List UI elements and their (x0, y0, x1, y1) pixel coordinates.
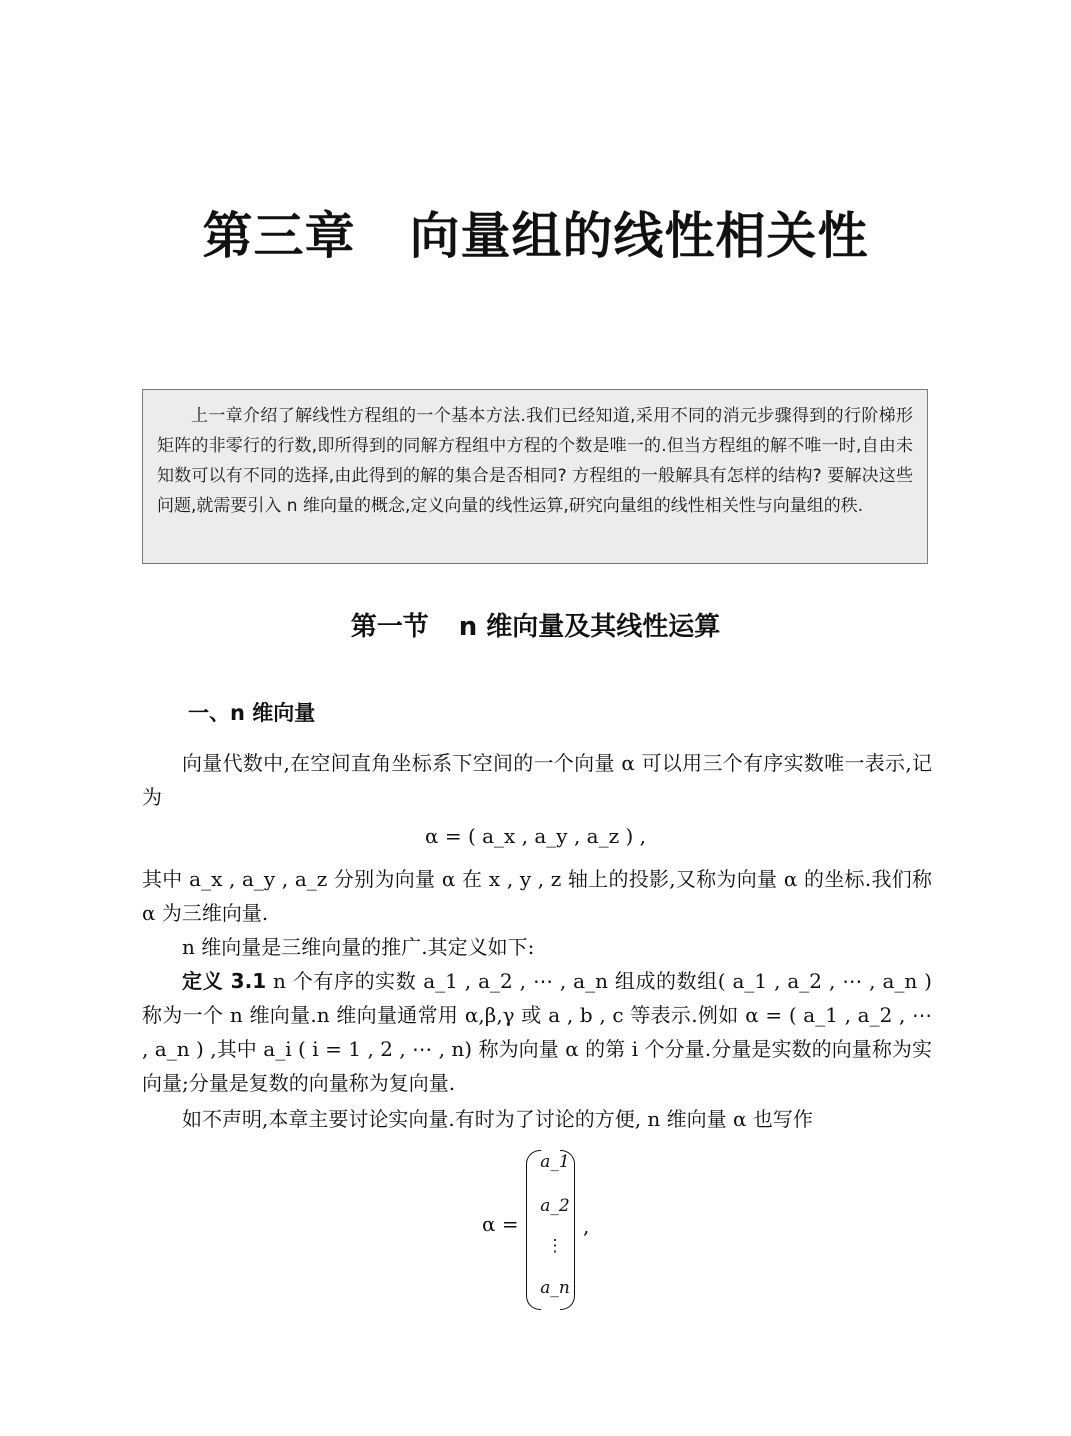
column-vector-lhs: α = (482, 1212, 519, 1236)
vector-entry: a_2 (540, 1196, 570, 1216)
definition-text: n 个有序的实数 a_1 , a_2 , ⋯ , a_n 组成的数组( a_1 , a_2 , ⋯ , a_n ) 称为一个 n 维向量.n 维向量通常用 α,β,γ 或 a , b , c 等表示.例如 α = ( a_1 , a_2 , ⋯ , a_n ) ,其中 a_i ( i = 1 , 2 , ⋯ , n) 称为向量 α 的第 i 个分量.分量是实数的向量称为实向量;分量是复数的向量称为复向量. (142, 969, 932, 1095)
subsection-title: 一、n 维向量 (188, 701, 316, 725)
chapter-title (0, 196, 1071, 268)
vector-entry: a_n (540, 1278, 570, 1298)
chapter-name: 向量组的线性相关性 (409, 207, 869, 265)
section-title (0, 606, 1071, 643)
intro-text: 上一章介绍了解线性方程组的一个基本方法.我们已经知道,采用不同的消元步骤得到的行阶梯形矩阵的非零行的行数,即所得到的同解方程组中方程的个数是唯一的.但当方程组的解不唯一时,自由未知数可以有不同的选择,由此得到的解的集合是否相同? 方程组的一般解具有怎样的结构? 要解决这些问题,就需要引入 n 维向量的概念,定义向量的线性运算,研究向量组的线性相关性与向量组的秩. (157, 406, 913, 516)
definition-label: 定义 3.1 (182, 969, 267, 993)
definition-3-1 (142, 964, 932, 1100)
trailing-comma: , (583, 1214, 590, 1238)
chapter-intro-box (142, 389, 928, 564)
equation-3d-vector: α = ( a_x , a_y , a_z ) , (424, 824, 647, 848)
paragraph-vector-algebra: 向量代数中,在空间直角坐标系下空间的一个向量 α 可以用三个有序实数唯一表示,记为 (142, 751, 932, 809)
paragraph-generalization: n 维向量是三维向量的推广.其定义如下: (182, 935, 535, 959)
right-paren (560, 1150, 575, 1310)
paragraph-column-form: 如不声明,本章主要讨论实向量.有时为了讨论的方便, n 维向量 α 也写作 (182, 1107, 813, 1131)
chapter-number: 第三章 (202, 207, 356, 265)
section-name: n 维向量及其线性运算 (458, 612, 721, 642)
vector-entry: a_1 (540, 1152, 570, 1172)
paragraph-projection: 其中 a_x , a_y , a_z 分别为向量 α 在 x , y , z 轴上的投影,又称为向量 α 的坐标.我们称 α 为三维向量. (142, 867, 932, 925)
section-number: 第一节 (350, 612, 429, 642)
vector-entry-ellipsis: ⋮ (546, 1236, 564, 1256)
